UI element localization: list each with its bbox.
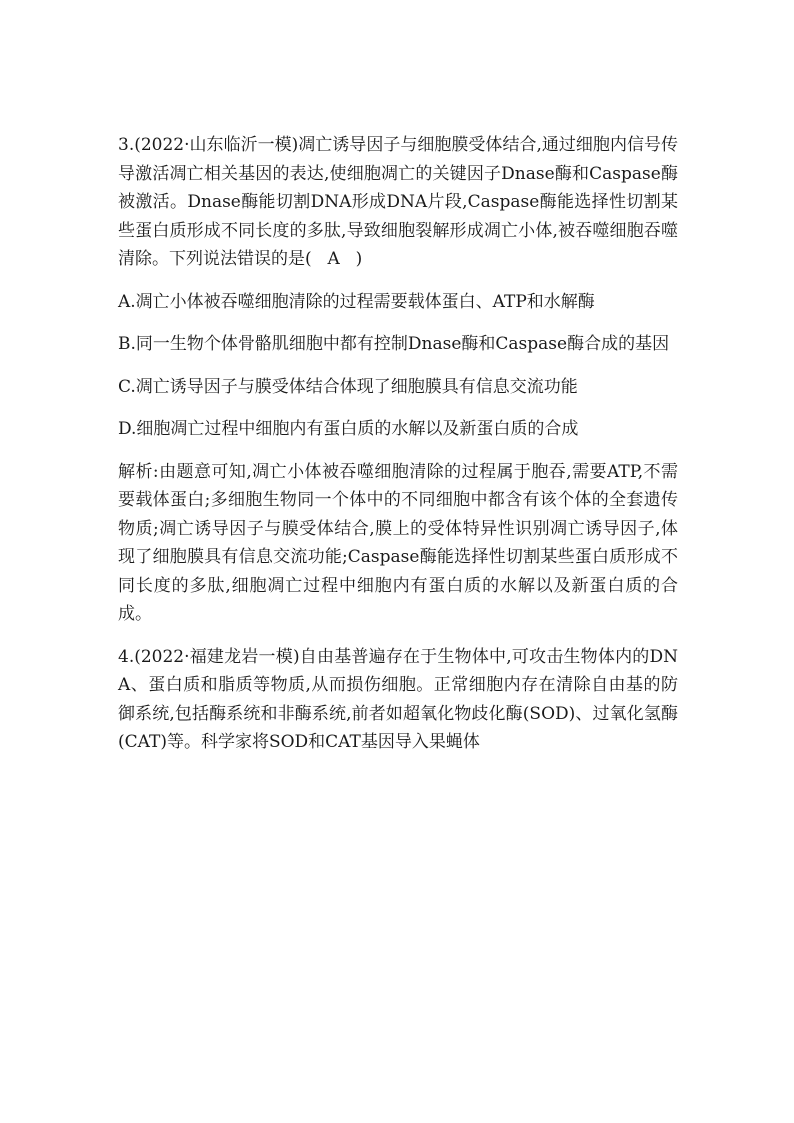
question-3-option-a: A.凋亡小体被吞噬细胞清除的过程需要载体蛋白、ATP和水解酶 <box>118 291 595 312</box>
document-page <box>118 131 678 771</box>
question-4-stem: 4.(2022·福建龙岩一模)自由基普遍存在于生物体中,可攻击生物体内的DNA、蛋白质和脂质等物质,从而损伤细胞。正常细胞内存在清除自由基的防御系统,包括酶系统和非酶系统,前者如超氧化物歧化酶(SOD)、过氧化氢酶(CAT)等。科学家将SOD和CAT基因导入果蝇体 <box>118 646 678 752</box>
question-3-stem <box>118 131 678 274</box>
question-3-answer: A <box>327 249 340 269</box>
question-3-analysis: 解析:由题意可知,凋亡小体被吞噬细胞清除的过程属于胞吞,需要ATP,不需要载体蛋白;多细胞生物同一个体中的不同细胞中都含有该个体的全套遗传物质;凋亡诱导因子与膜受体结合,膜上的受体特异性识别凋亡诱导因子,体现了细胞膜具有信息交流功能;Caspase酶能选择性切割某些蛋白质形成不同长度的多肽,细胞凋亡过程中细胞内有蛋白质的水解以及新蛋白质的合成。 <box>118 461 678 624</box>
question-3-stem-text: 3.(2022·山东临沂一模)凋亡诱导因子与细胞膜受体结合,通过细胞内信号传导激活凋亡相关基因的表达,使细胞凋亡的关键因子Dnase酶和Caspase酶被激活。Dnase酶能切割DNA形成DNA片段,Caspase酶能选择性切割某些蛋白质形成不同长度的多肽,导致细胞裂解形成凋亡小体,被吞噬细胞吞噬清除。下列说法错误的是( <box>118 135 678 269</box>
question-3-option-c: C.凋亡诱导因子与膜受体结合体现了细胞膜具有信息交流功能 <box>118 376 578 397</box>
question-3-option-d: D.细胞凋亡过程中细胞内有蛋白质的水解以及新蛋白质的合成 <box>118 419 579 439</box>
question-3-stem-close: ) <box>355 249 363 269</box>
question-3-option-b: B.同一生物个体骨骼肌细胞中都有控制Dnase酶和Caspase酶合成的基因 <box>118 334 670 354</box>
